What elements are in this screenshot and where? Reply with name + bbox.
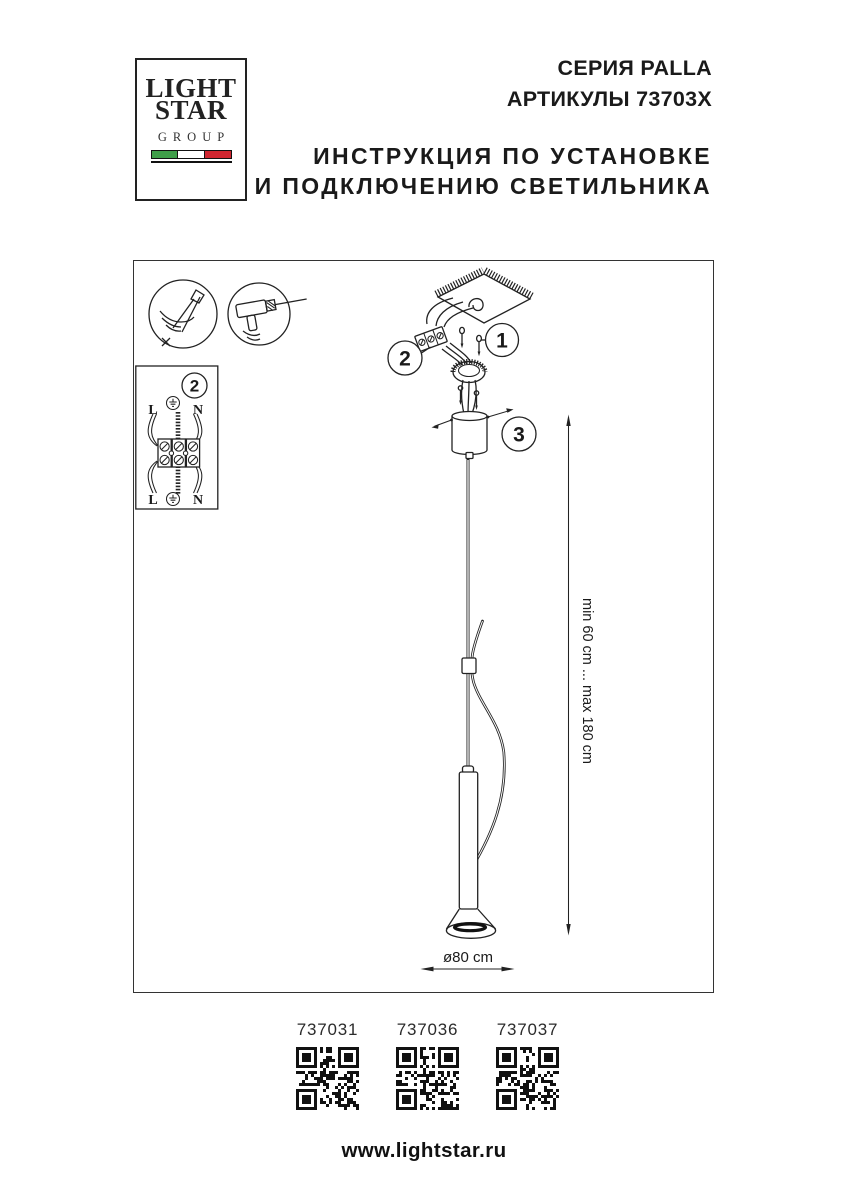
- qr-code-image: [396, 1047, 459, 1110]
- flag-red: [205, 151, 231, 158]
- header-titles: [255, 53, 712, 201]
- step-3-label: 3: [513, 423, 525, 447]
- flag-green: [152, 151, 178, 158]
- qr-code-image: [496, 1047, 559, 1110]
- cable-adjuster: [462, 658, 476, 674]
- height-dimension: [566, 415, 595, 936]
- flag-white: [177, 151, 205, 158]
- wire-label-L-top: L: [148, 403, 158, 418]
- wiring-step-badge: 2: [189, 376, 200, 396]
- logo-word-group: GROUP: [157, 130, 231, 145]
- wire-label-N-top: N: [192, 403, 204, 418]
- instruction-title-line2: И ПОДКЛЮЧЕНИЮ СВЕТИЛЬНИКА: [254, 173, 712, 199]
- pendant-lamp: [446, 766, 495, 938]
- articles-title: АРТИКУЛЫ 73703X: [506, 87, 712, 111]
- drill-icon: [228, 283, 310, 345]
- screw-icon: [460, 327, 465, 348]
- article-number: 737037: [496, 1020, 559, 1039]
- lamp-diffuser: [455, 924, 486, 931]
- lightstar-logo: [135, 58, 247, 201]
- terminal-block: [158, 439, 200, 467]
- website-url: www.lightstar.ru: [341, 1139, 507, 1162]
- mounting-ring: [453, 362, 485, 383]
- installation-diagram: [133, 260, 714, 993]
- diameter-dimension: [421, 949, 515, 971]
- qr-code-image: [296, 1047, 359, 1110]
- flag-underline: [151, 161, 232, 163]
- height-dimension-label: min 60 cm ... max 180 cm: [579, 598, 595, 764]
- diagram-svg: [134, 261, 712, 991]
- instruction-title-line1: ИНСТРУКЦИЯ ПО УСТАНОВКЕ: [313, 143, 712, 169]
- italian-flag-icon: [151, 150, 232, 159]
- qr-item-737037: [496, 1020, 559, 1110]
- wire-label-N-bottom: N: [192, 493, 204, 508]
- screw-icon: [477, 335, 482, 356]
- article-number: 737031: [296, 1020, 359, 1039]
- step-2-label: 2: [399, 347, 411, 371]
- logo-word-star: STAR: [154, 95, 228, 126]
- qr-item-737031: [296, 1020, 359, 1110]
- lamp-tube: [459, 772, 477, 909]
- qr-item-737036: [396, 1020, 459, 1110]
- step-1-label: 1: [496, 329, 508, 353]
- ground-icon: [167, 397, 180, 410]
- wiring-detail-panel: [136, 366, 218, 509]
- ceiling-terminal-block: [415, 327, 448, 352]
- series-title: СЕРИЯ PALLA: [557, 56, 712, 80]
- wire-stripper-icon: [149, 280, 217, 348]
- logo-word-light: LIGHT: [145, 73, 237, 103]
- wire-label-L-bottom: L: [148, 493, 158, 508]
- diameter-dimension-label: ø80 cm: [442, 949, 494, 966]
- ground-icon: [167, 493, 180, 506]
- article-number: 737036: [396, 1020, 459, 1039]
- canopy-cup: [452, 412, 487, 459]
